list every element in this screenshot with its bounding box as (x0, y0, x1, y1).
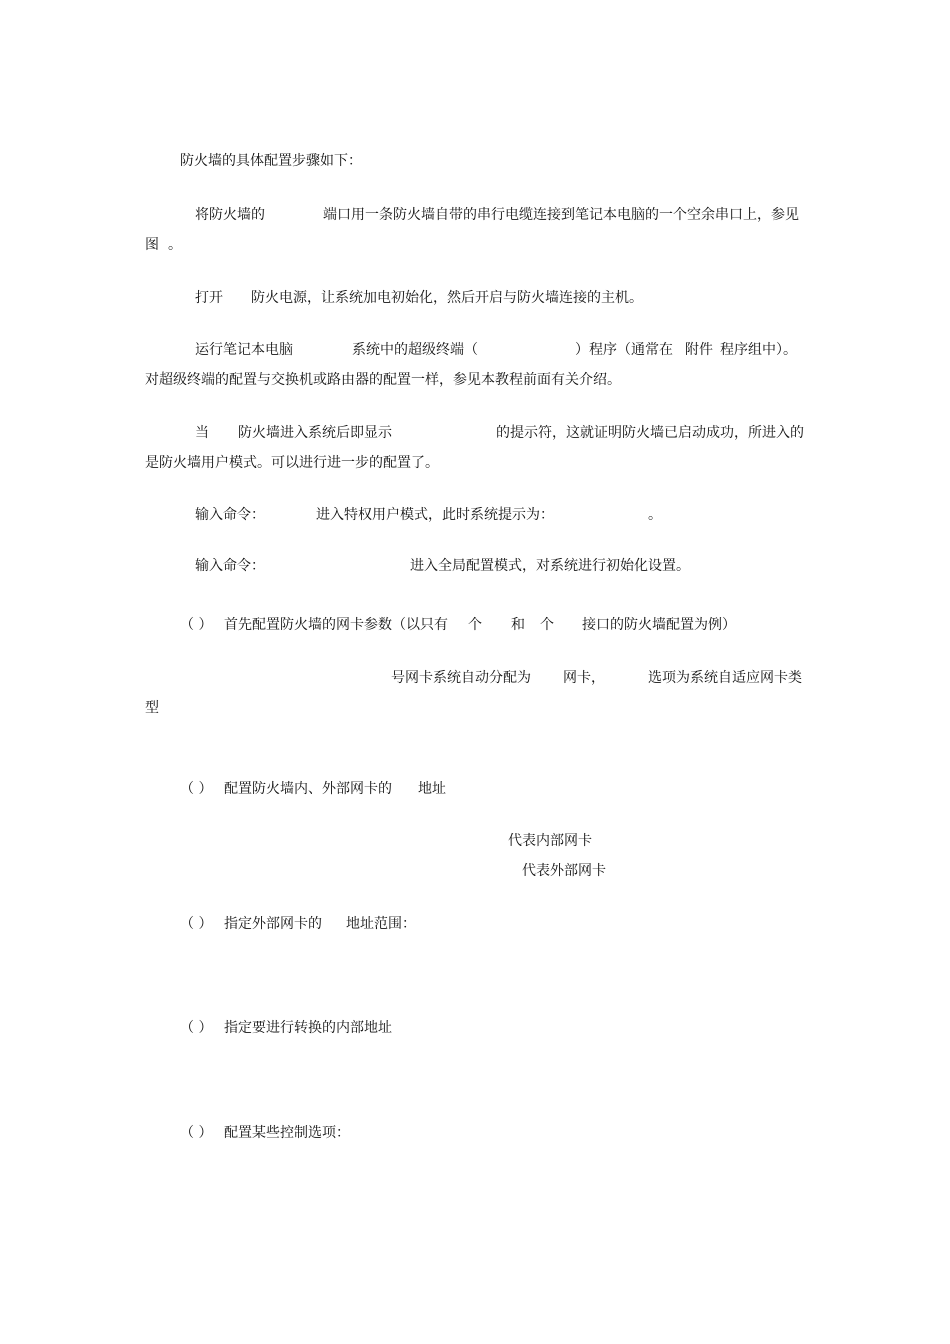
sec1-text-i: 型 (145, 700, 159, 716)
sec5-text-a: 配置某些控制选项： (224, 1125, 350, 1141)
step1-text-d: 。 (168, 237, 182, 253)
sec5-paren: （ ） (180, 1125, 213, 1141)
sec1-text-e: 接口的防火墙配置为例） (582, 617, 736, 633)
step4-text-d: 是防火墙用户模式。可以进行进一步的配置了。 (145, 455, 439, 471)
sec2-text-c: 代表内部网卡 (508, 833, 592, 849)
sec1-text-d: 个 (540, 617, 554, 633)
step3-text-b: 系统中的超级终端（ (352, 342, 478, 358)
step4-text-b: 防火墙进入系统后即显示 (238, 425, 392, 441)
step1-text-c: 图 (145, 237, 159, 253)
sec1-text-h: 选项为系统自适应网卡类 (648, 670, 802, 686)
step5-text-a: 输入命令： (195, 507, 265, 523)
step3-text-e: 程序组中）。 (720, 342, 797, 358)
sec2-paren: （ ） (180, 781, 213, 797)
step1-text-b: 端口用一条防火墙自带的串行电缆连接到笔记本电脑的一个空余串口上，参见 (323, 207, 799, 223)
step1-text-a: 将防火墙的 (195, 207, 265, 223)
step2-text-b: 防火电源，让系统加电初始化，然后开启与防火墙连接的主机。 (251, 290, 643, 306)
sec2-text-a: 配置防火墙内、外部网卡的 (224, 781, 392, 797)
sec2-text-b: 地址 (418, 781, 446, 797)
sec3-paren: （ ） (180, 916, 213, 932)
sec1-paren: （ ） (180, 617, 213, 633)
step6-text-b: 进入全局配置模式，对系统进行初始化设置。 (410, 558, 690, 574)
sec3-text-a: 指定外部网卡的 (224, 916, 322, 932)
step6-text-a: 输入命令： (195, 558, 265, 574)
step5-text-b: 进入特权用户模式，此时系统提示为： (316, 507, 554, 523)
sec4-paren: （ ） (180, 1020, 213, 1036)
sec3-text-b: 地址范围： (346, 916, 416, 932)
sec1-text-a: 首先配置防火墙的网卡参数（以只有 (224, 617, 448, 633)
sec1-text-g: 网卡， (563, 670, 605, 686)
step2-text-a: 打开 (195, 290, 223, 306)
step4-text-c: 的提示符，这就证明防火墙已启动成功，所进入的 (496, 425, 804, 441)
intro-text: 防火墙的具体配置步骤如下： (180, 153, 362, 169)
step5-text-c: 。 (648, 507, 662, 523)
sec1-text-c: 和 (511, 617, 525, 633)
sec1-text-b: 个 (468, 617, 482, 633)
step3-text-a: 运行笔记本电脑 (195, 342, 293, 358)
step3-text-f: 对超级终端的配置与交换机或路由器的配置一样，参见本教程前面有关介绍。 (145, 372, 621, 388)
step3-text-c: ）程序（通常在 (575, 342, 673, 358)
step4-text-a: 当 (195, 425, 209, 441)
sec2-text-d: 代表外部网卡 (522, 863, 606, 879)
sec4-text-a: 指定要进行转换的内部地址 (224, 1020, 392, 1036)
step3-text-d: 附件 (685, 342, 713, 358)
sec1-text-f: 号网卡系统自动分配为 (391, 670, 531, 686)
